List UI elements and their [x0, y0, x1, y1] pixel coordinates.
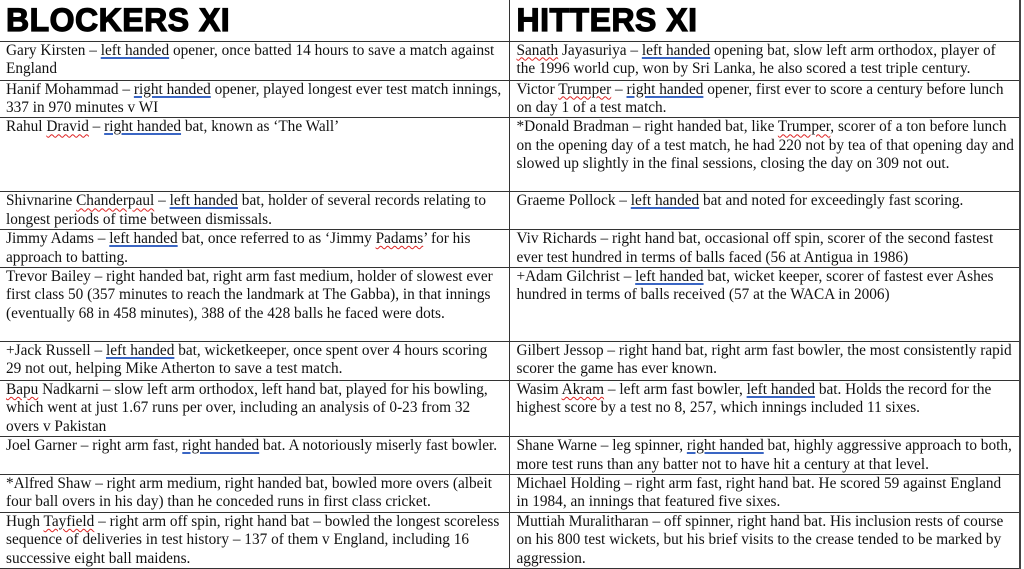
cell-text: bat, highly aggressive approach to both, more test runs than any batter not to have hit a century at that level.: [516, 437, 1012, 473]
cell-text: Gilbert Jessop – right hand bat, right arm fast bowler, the most consistently rapid scorer the game has ever known.: [516, 341, 1012, 378]
cell-text: opener, played longest ever test match innings, 337 in 970 minutes v WI: [6, 80, 502, 116]
grammar-underlined-text: left handed: [109, 230, 178, 248]
cell-text: –: [611, 80, 627, 98]
cell-text: ’ for his approach to batting.: [6, 230, 471, 266]
table-row: [0, 192, 1020, 230]
grammar-underlined-text: left handed: [105, 341, 175, 359]
table-row: [0, 474, 1020, 512]
grammar-underlined-text: left handed: [630, 192, 700, 210]
cell-text: , scorer of a ton before lunch on the opening day of a test match, he had 220 not by tea of that opening day and slowed up slightly in the final sessions, closing the day on 309 not out.: [516, 118, 1014, 173]
cell-text: bat. A notoriously miserly fast bowler.: [259, 437, 498, 455]
blocker-player-cell[interactable]: [0, 341, 509, 380]
spelling-underlined-text: Bapu: [6, 380, 39, 398]
hitter-player-cell[interactable]: [509, 512, 1020, 568]
table-body: [0, 41, 1020, 569]
table-row: [0, 437, 1020, 475]
cell-text: opening bat, slow left arm orthodox, player of the 1996 world cup, won by Sri Lanka, he also scored a test triple century.: [516, 41, 996, 77]
cell-text: bat, wicketkeeper, once spent over 4 hours scoring 29 not out, helping Mike Atherton to save a test match.: [6, 341, 488, 378]
grammar-underlined-text: left handed: [635, 267, 704, 285]
cell-text: opener, once batted 14 hours to save a match against England: [6, 41, 495, 77]
cell-text: –: [88, 118, 105, 136]
blocker-player-cell[interactable]: [0, 267, 509, 341]
cell-text: bat, once referred to as ‘Jimmy: [177, 230, 376, 248]
grammar-underlined-text: left handed: [641, 41, 711, 59]
table-row: [0, 512, 1020, 568]
blocker-player-cell[interactable]: [0, 80, 509, 118]
cell-text: bat, known as ‘The Wall’: [181, 118, 340, 136]
hitter-player-cell[interactable]: [509, 41, 1020, 80]
cell-text: Graeme Pollock –: [516, 192, 631, 210]
grammar-underlined-text: left handed: [169, 192, 238, 210]
grammar-underlined-text: right handed: [626, 80, 704, 98]
blocker-player-cell[interactable]: [0, 474, 509, 512]
hitter-player-cell[interactable]: [509, 380, 1020, 436]
hitter-player-cell[interactable]: [509, 230, 1020, 268]
cell-text: Gary Kirsten –: [6, 41, 101, 59]
cell-text: Victor: [516, 80, 559, 98]
grammar-underlined-text: right handed: [182, 437, 260, 455]
cell-text: Wasim: [516, 380, 562, 398]
hitter-player-cell[interactable]: [509, 341, 1020, 380]
spelling-underlined-text: Akram: [561, 380, 605, 398]
cell-text: bat. Holds the record for the highest score by a test no 8, 257, which innings included 11 sixes.: [516, 380, 992, 417]
table-row: [0, 230, 1020, 268]
blocker-player-cell[interactable]: [0, 512, 509, 568]
blocker-player-cell[interactable]: [0, 380, 509, 436]
blockers-xi-heading: BLOCKERS XI: [0, 0, 509, 41]
cell-text: Shane Warne – leg spinner,: [516, 437, 687, 455]
table-row: [0, 118, 1020, 192]
hitter-player-cell[interactable]: [509, 437, 1020, 475]
cell-text: +Adam Gilchrist –: [516, 267, 636, 285]
blocker-player-cell[interactable]: [0, 118, 509, 192]
table-row: [0, 380, 1020, 436]
table-row: [0, 41, 1020, 80]
blocker-player-cell[interactable]: [0, 230, 509, 268]
grammar-underlined-text: right handed: [133, 80, 211, 98]
cell-text: Joel Garner – right arm fast,: [6, 437, 183, 455]
grammar-underlined-text: right handed: [686, 437, 764, 455]
cell-text: Shivnarine: [6, 192, 77, 210]
cell-text: Hanif Mohammad –: [6, 80, 134, 98]
cell-text: Jimmy Adams –: [6, 230, 110, 248]
cell-text: Muttiah Muralitharan – off spinner, right hand bat. His inclusion rests of course on his 800 test wickets, but his brief visits to the crease tended to be marked by aggression.: [516, 512, 1004, 567]
spelling-underlined-text: Padams: [375, 230, 424, 248]
header-row: [0, 0, 1020, 41]
cell-text: Trevor Bailey – right handed bat, right arm fast medium, holder of slowest ever first class 50 (357 minutes to reach the landmark at The Gabba), in that innings (eventually 68 in 458 minutes), 388 of the 428 balls he faced were dots.: [6, 267, 493, 322]
cell-text: *Donald Bradman – right handed bat, like: [516, 118, 778, 136]
blocker-player-cell[interactable]: [0, 192, 509, 230]
spelling-underlined-text: Sanath: [516, 41, 559, 59]
spelling-underlined-text: Trumper: [558, 80, 612, 98]
grammar-underlined-text: left handed: [100, 41, 170, 59]
cell-text: Viv Richards – right hand bat, occasional off spin, scorer of the second fastest ever test hundred in terms of balls faced (56 at Antigua in 1986): [516, 230, 994, 266]
spelling-underlined-text: Tayfield: [43, 512, 95, 530]
cell-text: – left arm fast bowler,: [604, 380, 747, 398]
table-row: [0, 80, 1020, 118]
hitter-player-cell[interactable]: [509, 192, 1020, 230]
cell-text: bat, wicket keeper, scorer of fastest ever Ashes hundred in terms of balls received (57 at the WACA in 2006): [516, 267, 994, 304]
blocker-player-cell[interactable]: [0, 41, 509, 80]
cell-text: Nadkarni – slow left arm orthodox, left hand bat, played for his bowling, which went at just 1.67 runs per over, including an analysis of 0-23 from 32 overs v Pakistan: [6, 380, 488, 435]
cell-text: *Alfred Shaw – right arm medium, right handed bat, bowled more overs (albeit four ball overs in his day) than he conceded runs in first class cricket.: [6, 474, 492, 511]
spelling-underlined-text: Chanderpaul: [76, 192, 155, 210]
cell-text: – right arm off spin, right hand bat – bowled the longest scoreless sequence of deliveries in test history – 137 of them v England, including 16 successive eight ball maidens.: [6, 512, 500, 567]
cell-text: opener, first ever to score a century before lunch on day 1 of a test match.: [516, 80, 1004, 116]
cell-text: +Jack Russell –: [6, 341, 106, 359]
cell-text: Hugh: [6, 512, 44, 530]
table-row: [0, 341, 1020, 380]
cell-text: bat and noted for exceedingly fast scoring.: [699, 192, 964, 210]
hitter-player-cell[interactable]: [509, 267, 1020, 341]
cell-text: Michael Holding – right arm fast, right hand bat. He scored 59 against England in 1984, an innings that featured five sixes.: [516, 474, 1002, 511]
cell-text: Rahul: [6, 118, 47, 136]
table-row: [0, 267, 1020, 341]
spelling-underlined-text: Dravid: [46, 118, 89, 136]
hitter-player-cell[interactable]: [509, 80, 1020, 118]
grammar-underlined-text: left handed: [746, 380, 816, 398]
cell-text: –: [154, 192, 170, 210]
hitter-player-cell[interactable]: [509, 118, 1020, 192]
hitters-xi-heading: HITTERS XI: [509, 0, 1020, 41]
cell-text: bat, holder of several records relating to longest periods of time between dismissals.: [6, 192, 487, 228]
cell-text: Jayasuriya –: [558, 41, 642, 59]
grammar-underlined-text: right handed: [104, 118, 182, 136]
blocker-player-cell[interactable]: [0, 437, 509, 475]
hitter-player-cell[interactable]: [509, 474, 1020, 512]
spelling-underlined-text: Trumper: [777, 118, 831, 136]
